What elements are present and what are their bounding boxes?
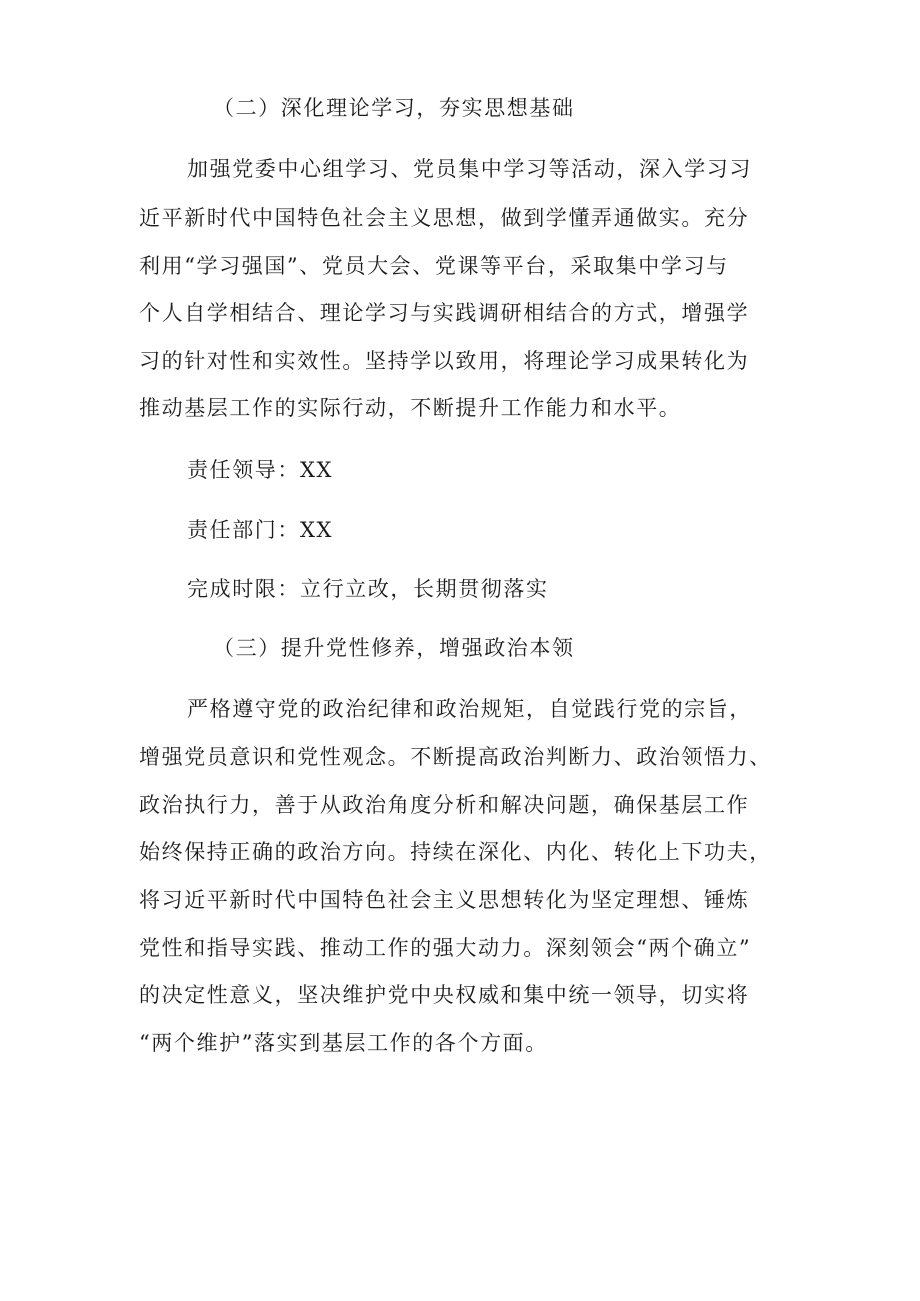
- completion-deadline: 完成时限：立行立改，长期贯彻落实: [187, 577, 549, 601]
- paragraph-line: 严格遵守党的政治纪律和政治规矩，自觉践行党的宗旨，: [187, 697, 752, 721]
- paragraph-line: 的决定性意义，坚决维护党中央权威和集中统一领导，切实将: [139, 983, 750, 1007]
- section-heading-3: （三）提升党性修养，增强政治本领: [213, 636, 575, 660]
- paragraph-line: 党性和指导实践、推动工作的强大动力。深刻领会“两个确立”: [139, 936, 752, 960]
- paragraph-line: 习的针对性和实效性。坚持学以致用，将理论学习成果转化为: [139, 349, 750, 373]
- paragraph-line: 近平新时代中国特色社会主义思想，做到学懂弄通做实。充分: [139, 206, 750, 230]
- paragraph-line: “两个维护”落实到基层工作的各个方面。: [139, 1031, 548, 1055]
- paragraph-line: 个人自学相结合、理论学习与实践调研相结合的方式，增强学: [139, 301, 750, 325]
- paragraph-line: 政治执行力，善于从政治角度分析和解决问题，确保基层工作: [139, 793, 750, 817]
- paragraph-line: 增强党员意识和党性观念。不断提高政治判断力、政治领悟力、: [139, 745, 772, 769]
- paragraph-line: 始终保持正确的政治方向。持续在深化、内化、转化上下功夫，: [139, 840, 772, 864]
- section-heading-2: （二）深化理论学习，夯实思想基础: [213, 96, 575, 120]
- paragraph-line: 推动基层工作的实际行动，不断提升工作能力和水平。: [139, 396, 682, 420]
- responsible-department: 责任部门：XX: [187, 518, 334, 542]
- paragraph-line: 将习近平新时代中国特色社会主义思想转化为坚定理想、锤炼: [139, 888, 750, 912]
- paragraph-line: 利用“学习强国”、党员大会、党课等平台，采取集中学习与: [139, 254, 729, 278]
- responsible-leader: 责任领导：XX: [187, 458, 334, 482]
- paragraph-line: 加强党委中心组学习、党员集中学习等活动，深入学习习: [187, 157, 752, 181]
